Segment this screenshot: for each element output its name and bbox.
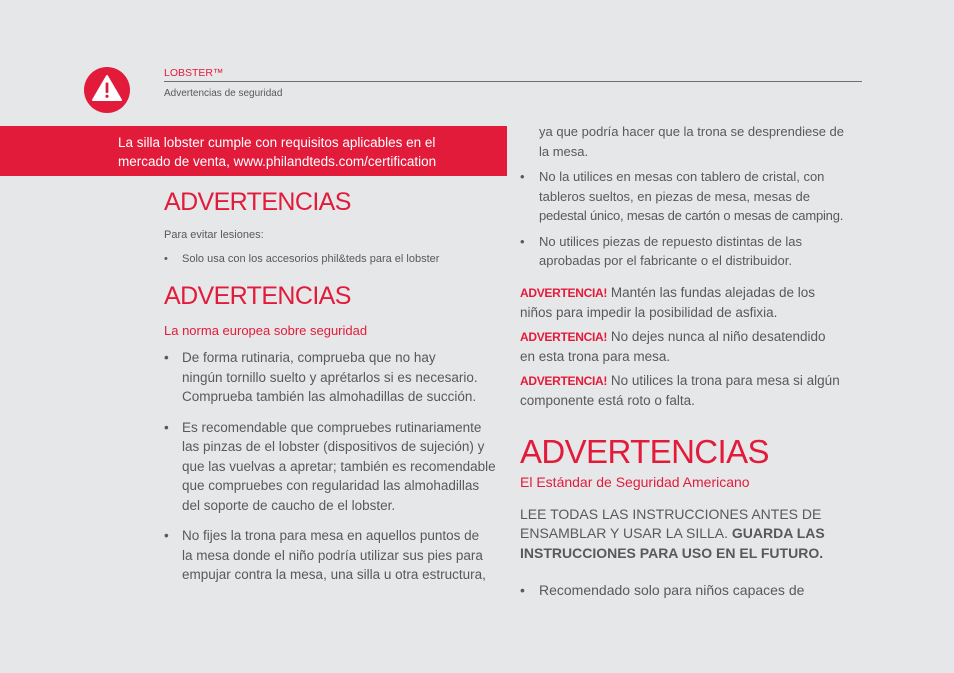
section-lead: Para evitar lesiones: — [164, 229, 264, 241]
brand-name: LOBSTER™ — [164, 67, 224, 79]
section-title: ADVERTENCIAS — [164, 282, 351, 310]
list-item: • No utilices piezas de repuesto distintas de las aprobadas por el fabricante o el distribuidor. — [520, 233, 803, 268]
bullet-icon: • — [520, 233, 525, 249]
banner-line: mercado de venta, www.philandteds.com/certification — [118, 154, 437, 169]
right-column — [520, 122, 865, 601]
certification-banner — [0, 126, 507, 176]
bullet-icon: • — [164, 419, 169, 435]
warning-paragraph: ADVERTENCIA! No utilices la trona para mesa si algún componente está roto o falta. — [520, 372, 840, 408]
list-item: • No la utilices en mesas con tablero de cristal, con tableros sueltos, en piezas de mesa, mesas de pedestal único, mesas de cartón o mesas de camping. — [520, 169, 844, 223]
warning-label: ADVERTENCIA! — [520, 373, 608, 388]
continued-text: ya que podría hacer que la trona se desprendiese de la mesa. — [539, 124, 844, 159]
bullet-list — [164, 252, 510, 266]
bullet-icon: • — [164, 253, 168, 265]
list-item: • No fijes la trona para mesa en aquellos puntos de la mesa donde el niño podría utilizar sus pies para empujar contra la mesa, una silla u otra estructura, — [164, 528, 486, 582]
section-subtitle: El Estándar de Seguridad Americano — [520, 473, 750, 490]
list-item: • Recomendado solo para niños capaces de — [520, 581, 865, 601]
bullet-list — [520, 167, 865, 271]
section-title: ADVERTENCIAS — [164, 188, 351, 216]
list-item: • Es recomendable que compruebes rutinariamente las pinzas de el lobster (dispositivos de sujeción) y que las vuelvas a apretar; también es recomendable que compruebes con regularidad las almohadillas del soporte de caucho de el lobster. — [164, 419, 496, 513]
list-item: • De forma rutinaria, comprueba que no hay ningún tornillo suelto y aprétarlos si es necesario. Comprueba también las almohadillas de succión. — [164, 350, 478, 404]
page-subtitle: Advertencias de seguridad — [164, 88, 283, 99]
header-divider — [164, 81, 862, 82]
warning-triangle-icon — [84, 67, 130, 113]
bullet-icon: • — [164, 350, 169, 365]
bullet-icon: • — [520, 169, 525, 184]
warning-label: ADVERTENCIA! — [520, 329, 608, 344]
bullet-icon: • — [520, 582, 525, 598]
section-subtitle: La norma europea sobre seguridad — [164, 323, 368, 338]
warning-paragraph: ADVERTENCIA! Mantén las fundas alejadas de los niños para impedir la posibilidad de asfixia. — [520, 284, 815, 320]
warning-label: ADVERTENCIA! — [520, 285, 608, 300]
bullet-icon: • — [164, 528, 169, 543]
warning-paragraph: ADVERTENCIA! No dejes nunca al niño desatendido en esta trona para mesa. — [520, 328, 826, 364]
banner-line: La silla lobster cumple con requisitos aplicables en el — [118, 135, 436, 150]
instructions-paragraph: LEE TODAS LAS INSTRUCCIONES ANTES DE ENSAMBLAR Y USAR LA SILLA. GUARDA LAS INSTRUCCIONES PARA USO EN EL FUTURO. — [520, 505, 825, 561]
section-title: ADVERTENCIAS — [520, 432, 769, 470]
list-item: • Solo usa con los accesorios phil&teds para el lobster — [164, 253, 440, 265]
bullet-list — [520, 581, 865, 601]
left-column — [164, 186, 510, 585]
bullet-list — [164, 348, 510, 585]
